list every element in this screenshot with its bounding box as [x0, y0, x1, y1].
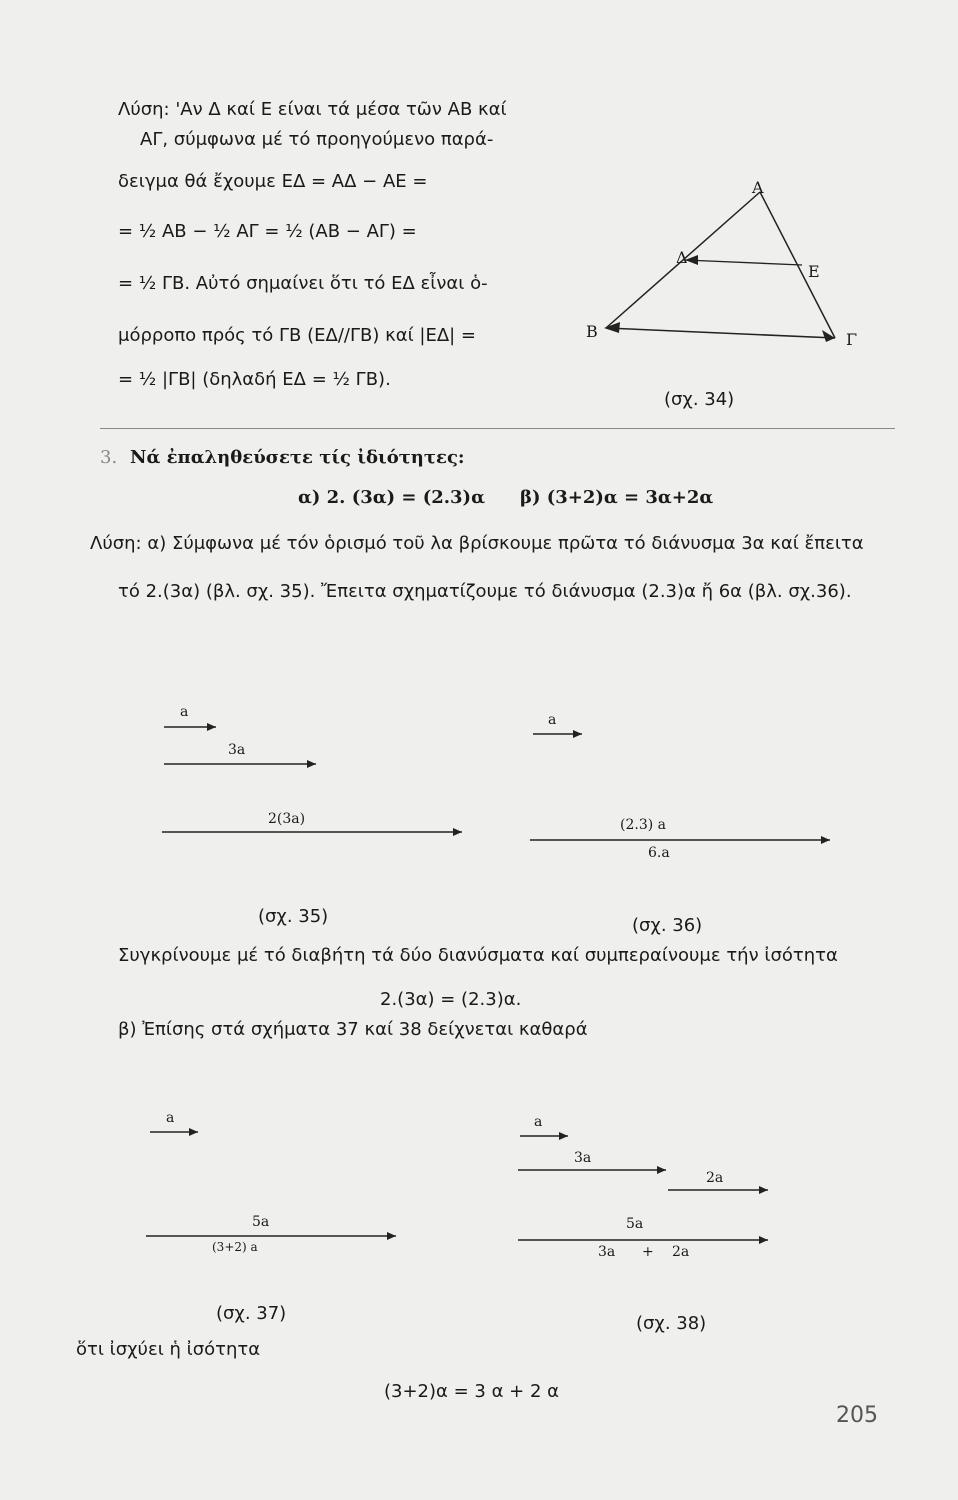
- exercise-number: 3.: [100, 447, 118, 468]
- fig37-label-5a: 5a: [252, 1214, 270, 1230]
- vertex-g: Γ: [846, 330, 858, 349]
- solution1-line-2: ΑΓ, σύμφωνα μέ τό προηγούμενο παρά-: [140, 129, 494, 150]
- vertex-e: Ε: [808, 262, 820, 281]
- closing-equation: (3+2)α = 3 α + 2 α: [384, 1381, 560, 1402]
- fig37-label-3-2-a: (3+2) a: [212, 1240, 258, 1254]
- fig36-label-6a: 6.a: [648, 845, 670, 861]
- fig38-arrowhead-2a: [759, 1186, 768, 1194]
- part-b-line: β) Ἐπίσης στά σχήματα 37 καί 38 δείχνεται καθαρά: [118, 1019, 588, 1040]
- fig35-caption: (σχ. 35): [258, 906, 329, 927]
- page-number: 205: [836, 1403, 878, 1428]
- solution1-line-6: μόρροπο πρός τό ΓΒ (ΕΔ//ΓΒ) καί |ΕΔ| =: [118, 325, 476, 346]
- closing-line: ὅτι ἰσχύει ἡ ἰσότητα: [76, 1339, 261, 1360]
- fig36-label-2-3a: (2.3) a: [620, 817, 666, 833]
- compare-equation: 2.(3α) = (2.3)α.: [380, 989, 522, 1010]
- fig35-label-3a: 3a: [228, 742, 246, 758]
- fig34-caption: (σχ. 34): [664, 389, 735, 410]
- solution1-line-4: = ½ ΑΒ − ½ ΑΓ = ½ (ΑΒ − ΑΓ) =: [118, 221, 417, 242]
- fig35-label-a: a: [180, 704, 189, 720]
- fig38-label-sum-2a: 2a: [672, 1244, 690, 1260]
- fig35-label-2-3a: 2(3a): [268, 811, 306, 827]
- fig37-caption: (σχ. 37): [216, 1303, 287, 1324]
- solution2-line-1: Λύση: α) Σύμφωνα μέ τόν ὁρισμό τοῦ λα βρίσκουμε πρῶτα τό διάνυσμα 3α καί ἔπειτα: [90, 533, 864, 554]
- solution1-line-3: δειγμα θά ἔχουμε ΕΔ = ΑΔ − ΑΕ =: [118, 171, 428, 192]
- fig38-caption: (σχ. 38): [636, 1313, 707, 1334]
- vertex-d: Δ: [676, 248, 688, 267]
- fig38-arrowhead-a: [559, 1132, 568, 1140]
- fig38-label-3a: 3a: [574, 1150, 592, 1166]
- fig36-caption: (σχ. 36): [632, 915, 703, 936]
- compare-line: Συγκρίνουμε μέ τό διαβήτη τά δύο διανύσματα καί συμπεραίνουμε τήν ἰσότητα: [118, 945, 838, 966]
- fig38-label-sum-3a: 3a: [598, 1244, 616, 1260]
- exercise-part-a: α) 2. (3α) = (2.3)α: [298, 487, 485, 508]
- solution1-line-1: Λύση: 'Αν Δ καί Ε είναι τά μέσα τῶν ΑΒ καί: [118, 99, 507, 120]
- exercise-title: Νά ἐπαληθεύσετε τίς ἰδιότητες:: [130, 447, 465, 468]
- fig38-label-5a: 5a: [626, 1216, 644, 1232]
- exercise-part-b: β) (3+2)α = 3α+2α: [520, 487, 714, 508]
- fig38-label-a: a: [534, 1114, 543, 1130]
- solution2-line-2: τό 2.(3α) (βλ. σχ. 35). Ἔπειτα σχηματίζουμε τό διάνυσμα (2.3)α ἤ 6α (βλ. σχ.36).: [118, 581, 852, 602]
- fig38-label-2a: 2a: [706, 1170, 724, 1186]
- fig38-arrowhead-3a: [657, 1166, 666, 1174]
- vertex-b: Β: [586, 322, 598, 341]
- fig36-label-a: a: [548, 712, 557, 728]
- fig37-label-a: a: [166, 1110, 175, 1126]
- vertex-a: Α: [752, 178, 764, 197]
- fig38-label-plus: +: [642, 1244, 654, 1260]
- solution1-line-5: = ½ ΓΒ. Αὐτό σημαίνει ὅτι τό ΕΔ εἶναι ὁ-: [118, 273, 488, 294]
- fig38-arrowhead-5a: [759, 1236, 768, 1244]
- solution1-line-7: = ½ |ΓΒ| (δηλαδή ΕΔ = ½ ΓΒ).: [118, 369, 391, 390]
